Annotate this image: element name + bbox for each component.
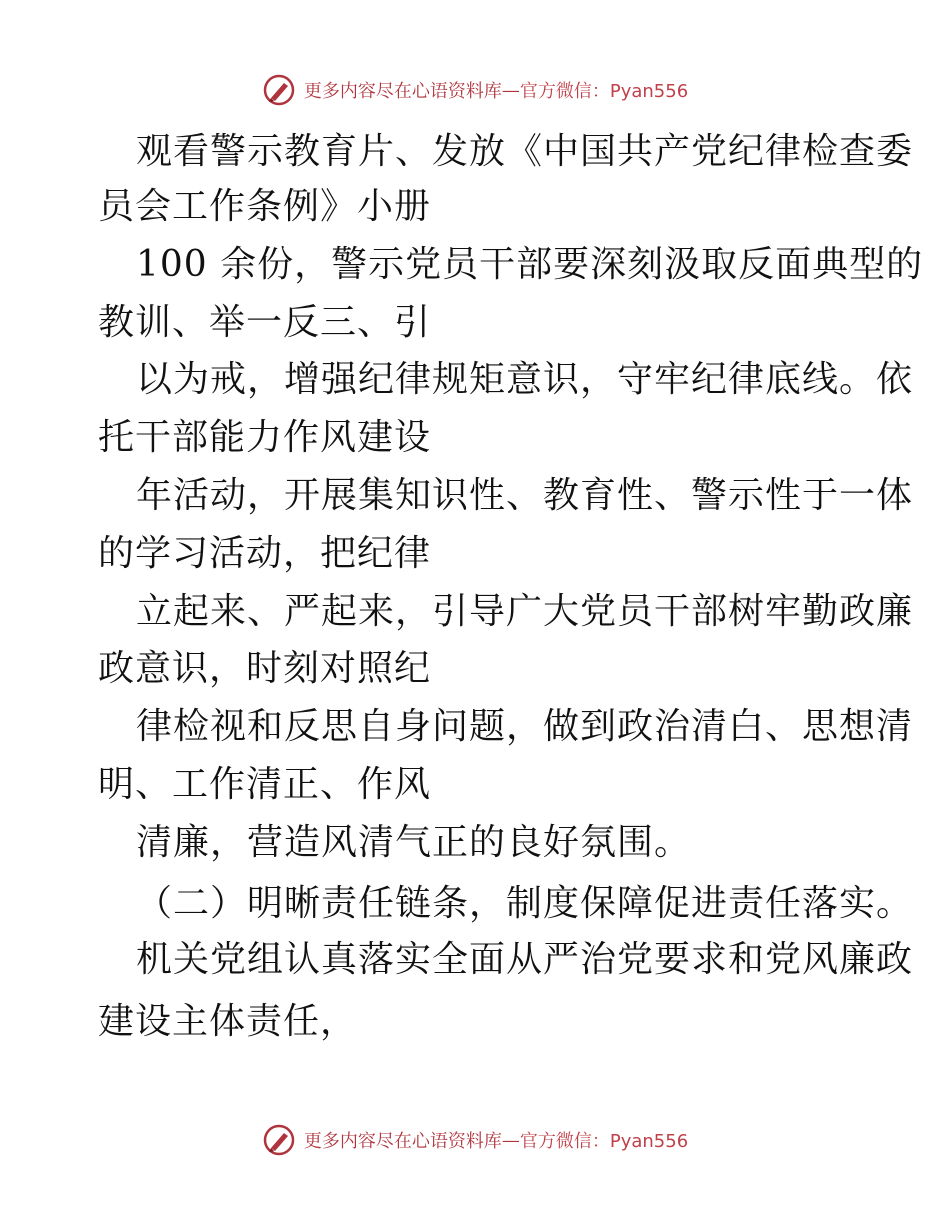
- text-line: 律检视和反思自身问题，做到政治清白、思想清: [136, 706, 914, 747]
- text-line: 明、工作清正、作风: [98, 764, 432, 805]
- text-line: 立起来、严起来，引导广大党员干部树牢勤政廉: [136, 591, 914, 632]
- pen-logo-icon: [262, 1123, 296, 1157]
- text-line: 政意识，时刻对照纪: [98, 648, 432, 689]
- text-line: 年活动，开展集知识性、教育性、警示性于一体: [136, 475, 914, 516]
- text-line: 员会工作条例》小册: [98, 186, 432, 227]
- text-line: 观看警示教育片、发放《中国共产党纪律检查委: [136, 131, 914, 172]
- banner-contact: 官方微信：Pyan556: [519, 1131, 689, 1152]
- text-line: 清廉，营造风清气正的良好氛围。: [136, 822, 692, 863]
- text-line: 机关党组认真落实全面从严治党要求和党风廉政: [136, 939, 914, 980]
- section-heading: （二）明晰责任链条，制度保障促进责任落实。: [136, 883, 914, 924]
- banner-separator: —: [501, 1129, 520, 1151]
- text-line: 托干部能力作风建设: [98, 417, 432, 458]
- pen-logo-icon: [262, 73, 296, 107]
- header-banner: [0, 70, 950, 110]
- footer-banner: [0, 1120, 950, 1160]
- banner-title: 更多内容尽在心语资料库: [303, 81, 502, 102]
- banner-title: 更多内容尽在心语资料库: [303, 1131, 502, 1152]
- text-line: 的学习活动，把纪律: [98, 533, 432, 574]
- banner-contact: 官方微信：Pyan556: [519, 81, 689, 102]
- text-line: 以为戒，增强纪律规矩意识，守牢纪律底线。依: [136, 359, 914, 400]
- banner-separator: —: [501, 79, 520, 101]
- text-line: 100 余份，警示党员干部要深刻汲取反面典型的: [136, 244, 924, 285]
- text-line: 建设主体责任，: [98, 1001, 358, 1042]
- text-line: 教训、举一反三、引: [98, 302, 432, 343]
